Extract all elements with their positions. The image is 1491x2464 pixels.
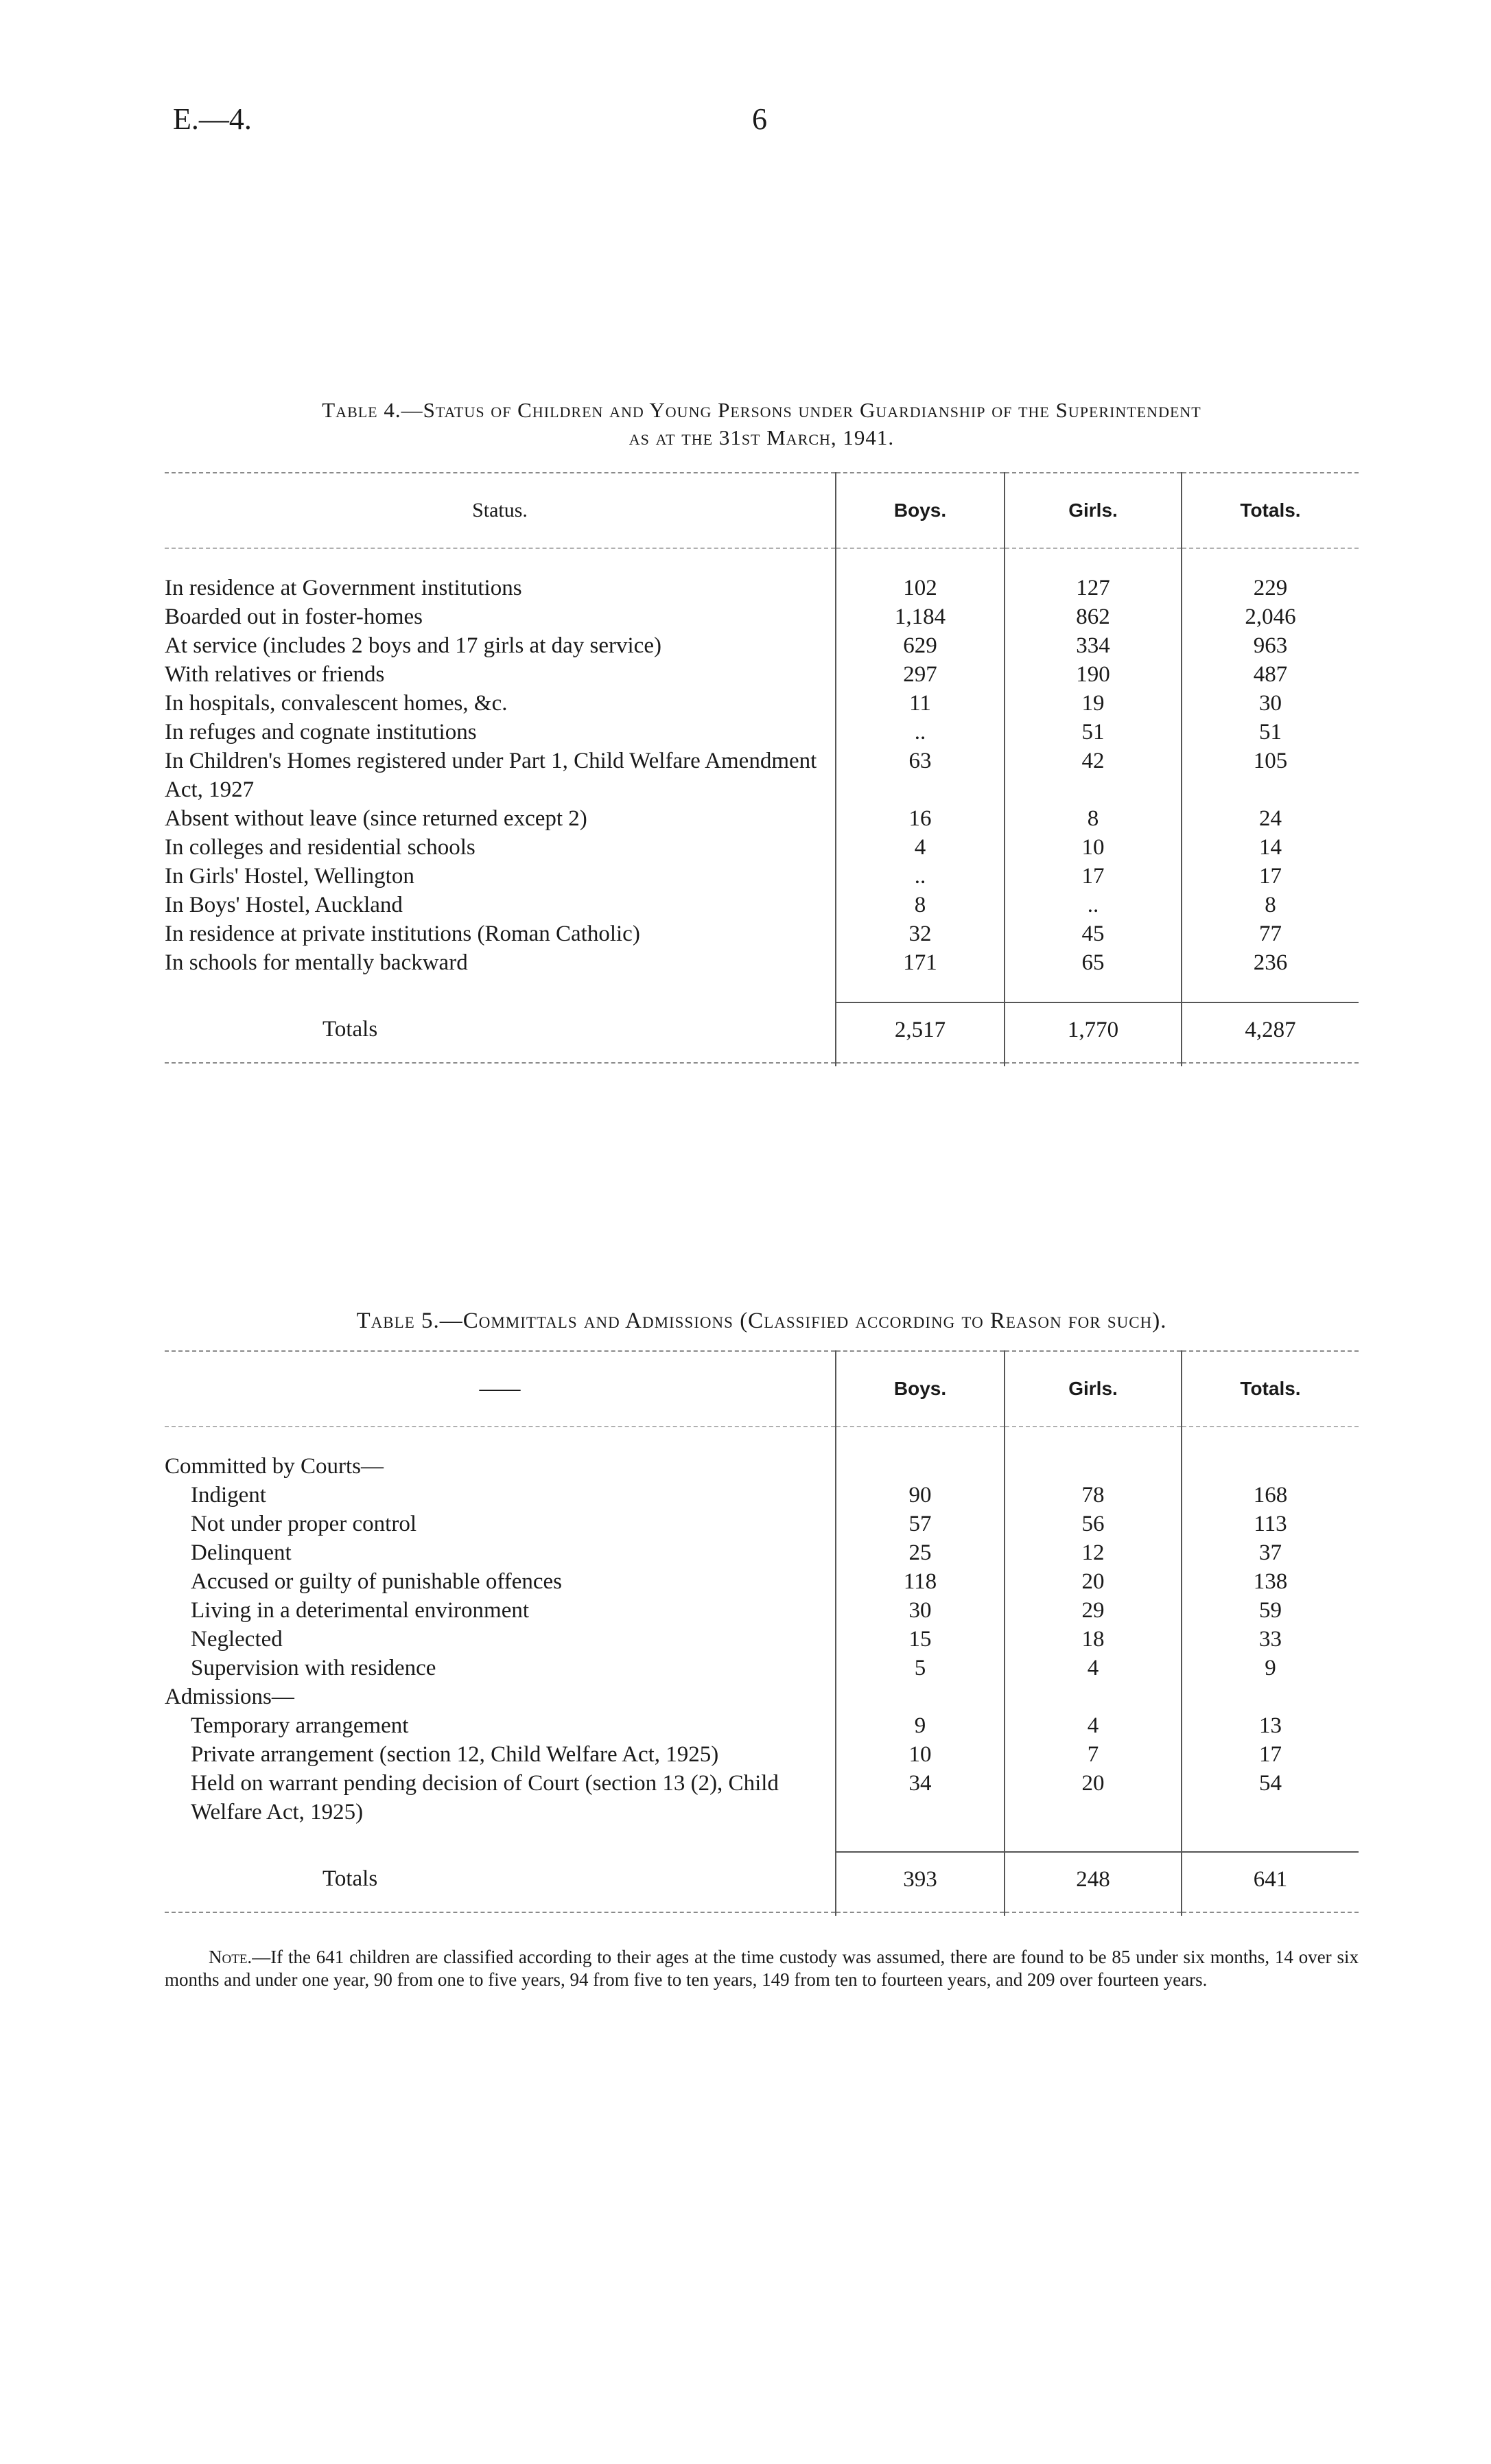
boys-value: 15 [836, 1625, 1005, 1654]
row-label-text: In Girls' Hostel, Wellington [165, 864, 414, 889]
table-row [165, 1567, 1359, 1596]
row-label [165, 1538, 836, 1567]
girls-value: 78 [1005, 1481, 1182, 1510]
boys-value: 393 [836, 1852, 1005, 1912]
totals-value: 17 [1182, 1740, 1359, 1769]
boys-value: .. [836, 718, 1005, 747]
table-row [165, 1711, 1359, 1740]
row-label [165, 919, 836, 948]
row-label-text: Accused or guilty of punishable offences [191, 1569, 562, 1594]
row-label [165, 660, 836, 689]
table-row [165, 602, 1359, 631]
row-label-text: In schools for mentally backward [165, 950, 468, 975]
table-row [165, 660, 1359, 689]
girls-value: 1,770 [1005, 1002, 1182, 1063]
table5-note [165, 1946, 1359, 1991]
girls-value [1005, 1682, 1182, 1711]
totals-value: 24 [1182, 804, 1359, 833]
row-label-text: In refuges and cognate institutions [165, 720, 477, 744]
row-label [165, 1740, 836, 1769]
totals-value: 51 [1182, 718, 1359, 747]
row-label [165, 1510, 836, 1538]
table-row [165, 1769, 1359, 1827]
row-label-text: Not under proper control [191, 1512, 416, 1536]
row-label [165, 631, 836, 660]
girls-value: 51 [1005, 718, 1182, 747]
row-label [165, 1452, 836, 1481]
table-row [165, 948, 1359, 977]
girls-value [1005, 1452, 1182, 1481]
totals-value: 4,287 [1182, 1002, 1359, 1063]
table5-group-admissions [165, 1682, 1359, 1711]
boys-value: 25 [836, 1538, 1005, 1567]
girls-value: 45 [1005, 919, 1182, 948]
table4-body [165, 548, 1359, 1066]
boys-value: 32 [836, 919, 1005, 948]
totals-value: 30 [1182, 689, 1359, 718]
row-label-text: In colleges and residential schools [165, 835, 476, 860]
boys-value: 1,184 [836, 602, 1005, 631]
row-label [165, 804, 836, 833]
boys-value: 16 [836, 804, 1005, 833]
boys-value: .. [836, 862, 1005, 891]
totals-value: 113 [1182, 1510, 1359, 1538]
table4-totals-row [165, 1002, 1359, 1063]
girls-value: 8 [1005, 804, 1182, 833]
table-row [165, 631, 1359, 660]
boys-value: 10 [836, 1740, 1005, 1769]
row-label-text: In hospitals, convalescent homes, &c. [165, 691, 508, 716]
table4-header-row [165, 473, 1359, 548]
boys-value: 8 [836, 891, 1005, 919]
girls-value: 12 [1005, 1538, 1182, 1567]
row-label [165, 1625, 836, 1654]
boys-value: 63 [836, 747, 1005, 804]
table5-totals-row [165, 1852, 1359, 1912]
row-label-text: Held on warrant pending decision of Court (section 13 (2), Child Welfare Act, 1925) [191, 1771, 779, 1824]
table-row [165, 1538, 1359, 1567]
table-row [165, 689, 1359, 718]
totals-value: 641 [1182, 1852, 1359, 1912]
row-label [165, 718, 836, 747]
girls-value: 190 [1005, 660, 1182, 689]
boys-value: 57 [836, 1510, 1005, 1538]
row-label-text: In Boys' Hostel, Auckland [165, 893, 403, 917]
boys-value: 5 [836, 1654, 1005, 1682]
table4-title [165, 397, 1359, 451]
table5-col-label: —— [165, 1351, 836, 1427]
row-label-text: Admissions— [165, 1685, 294, 1709]
row-label-text: Supervision with residence [191, 1656, 436, 1680]
totals-value: 17 [1182, 862, 1359, 891]
table-row [165, 574, 1359, 602]
totals-value: 8 [1182, 891, 1359, 919]
table5 [165, 1350, 1359, 1916]
table4-col-girls: Girls. [1005, 473, 1182, 548]
totals-value: 14 [1182, 833, 1359, 862]
row-label [165, 1596, 836, 1625]
row-label-text: In residence at private institutions (Roman Catholic) [165, 922, 640, 946]
girls-value: 29 [1005, 1596, 1182, 1625]
girls-value: 334 [1005, 631, 1182, 660]
boys-value: 118 [836, 1567, 1005, 1596]
table-row [165, 747, 1359, 804]
table5-group-committed [165, 1452, 1359, 1481]
row-label [165, 1852, 836, 1912]
totals-value: 168 [1182, 1481, 1359, 1510]
totals-value: 9 [1182, 1654, 1359, 1682]
totals-value: 105 [1182, 747, 1359, 804]
totals-value [1182, 1452, 1359, 1481]
table5-col-totals: Totals. [1182, 1351, 1359, 1427]
table-row [165, 1596, 1359, 1625]
totals-value: 963 [1182, 631, 1359, 660]
row-label [165, 574, 836, 602]
girls-value: 18 [1005, 1625, 1182, 1654]
girls-value: 248 [1005, 1852, 1182, 1912]
boys-value: 90 [836, 1481, 1005, 1510]
girls-value: 56 [1005, 1510, 1182, 1538]
boys-value: 34 [836, 1769, 1005, 1827]
totals-value: 487 [1182, 660, 1359, 689]
totals-value: 229 [1182, 574, 1359, 602]
row-label-text: Totals [322, 1017, 378, 1042]
row-label [165, 1654, 836, 1682]
boys-value: 629 [836, 631, 1005, 660]
table4-col-boys: Boys. [836, 473, 1005, 548]
totals-value: 37 [1182, 1538, 1359, 1567]
girls-value: .. [1005, 891, 1182, 919]
row-label-text: In Children's Homes registered under Part 1, Child Welfare Amendment Act, 1927 [165, 749, 817, 802]
table-row [165, 718, 1359, 747]
row-label [165, 1769, 836, 1827]
girls-value: 4 [1005, 1711, 1182, 1740]
row-label [165, 1002, 836, 1063]
row-label [165, 862, 836, 891]
girls-value: 19 [1005, 689, 1182, 718]
totals-value: 236 [1182, 948, 1359, 977]
table4 [165, 472, 1359, 1066]
girls-value: 7 [1005, 1740, 1182, 1769]
totals-value: 77 [1182, 919, 1359, 948]
boys-value: 102 [836, 574, 1005, 602]
girls-value: 65 [1005, 948, 1182, 977]
boys-value [836, 1682, 1005, 1711]
girls-value: 862 [1005, 602, 1182, 631]
row-label-text: Temporary arrangement [191, 1713, 409, 1738]
totals-value: 54 [1182, 1769, 1359, 1827]
girls-value: 127 [1005, 574, 1182, 602]
table-row [165, 833, 1359, 862]
row-label [165, 1711, 836, 1740]
totals-value: 2,046 [1182, 602, 1359, 631]
table5-col-girls: Girls. [1005, 1351, 1182, 1427]
row-label-text: Absent without leave (since returned except 2) [165, 806, 587, 831]
row-label [165, 1481, 836, 1510]
table5-body [165, 1427, 1359, 1916]
row-label [165, 948, 836, 977]
table5-title: Table 5.—Committals and Admissions (Classified according to Reason for such). [356, 1309, 1167, 1333]
row-label-text: At service (includes 2 boys and 17 girls at day service) [165, 633, 661, 658]
table-row [165, 804, 1359, 833]
table4-title-line2: as at the 31st March, 1941. [629, 425, 895, 449]
row-label-text: Living in a deterimental environment [191, 1598, 530, 1623]
boys-value: 9 [836, 1711, 1005, 1740]
table5-header-row [165, 1351, 1359, 1427]
row-label [165, 1682, 836, 1711]
table-row [165, 1625, 1359, 1654]
table4-col-status: Status. [165, 473, 836, 548]
boys-value [836, 1452, 1005, 1481]
row-label-text: In residence at Government institutions [165, 576, 522, 600]
girls-value: 17 [1005, 862, 1182, 891]
boys-value: 30 [836, 1596, 1005, 1625]
table-row [165, 919, 1359, 948]
row-label [165, 602, 836, 631]
totals-value: 59 [1182, 1596, 1359, 1625]
page-number: 6 [752, 102, 767, 136]
table4-title-line1: Table 4.—Status of Children and Young Persons under Guardianship of the Superintendent [322, 398, 1201, 422]
boys-value: 4 [836, 833, 1005, 862]
row-label-text: Neglected [191, 1627, 283, 1652]
table-row [165, 862, 1359, 891]
totals-value: 13 [1182, 1711, 1359, 1740]
totals-value: 33 [1182, 1625, 1359, 1654]
row-label-text: Delinquent [191, 1540, 292, 1565]
boys-value: 297 [836, 660, 1005, 689]
table-row [165, 1510, 1359, 1538]
row-label-text: Boarded out in foster-homes [165, 605, 423, 629]
row-label-text: Committed by Courts— [165, 1454, 384, 1479]
note-text: —If the 641 children are classified according to their ages at the time custody was assumed, there are found to be 85 under six months, 14 over six months and under one year, 90 from one to five years, 94 from five to ten years, 149 from ten to fourteen years, and 209 over fourteen years. [165, 1947, 1359, 1990]
table-row [165, 1740, 1359, 1769]
girls-value: 20 [1005, 1769, 1182, 1827]
boys-value: 2,517 [836, 1002, 1005, 1063]
document-reference: E.—4. [173, 102, 252, 136]
row-label [165, 1567, 836, 1596]
table5-col-boys: Boys. [836, 1351, 1005, 1427]
boys-value: 11 [836, 689, 1005, 718]
girls-value: 20 [1005, 1567, 1182, 1596]
girls-value: 42 [1005, 747, 1182, 804]
row-label-text: Private arrangement (section 12, Child Welfare Act, 1925) [191, 1742, 719, 1767]
note-lead: Note. [209, 1947, 253, 1967]
girls-value: 10 [1005, 833, 1182, 862]
table-row [165, 891, 1359, 919]
girls-value: 4 [1005, 1654, 1182, 1682]
totals-value [1182, 1682, 1359, 1711]
table-row [165, 1481, 1359, 1510]
table-row [165, 1654, 1359, 1682]
table4-col-totals: Totals. [1182, 473, 1359, 548]
row-label-text: Totals [322, 1866, 378, 1891]
row-label [165, 747, 836, 804]
totals-value: 138 [1182, 1567, 1359, 1596]
boys-value: 171 [836, 948, 1005, 977]
row-label [165, 891, 836, 919]
row-label [165, 833, 836, 862]
row-label-text: Indigent [191, 1483, 266, 1507]
row-label [165, 689, 836, 718]
row-label-text: With relatives or friends [165, 662, 385, 687]
